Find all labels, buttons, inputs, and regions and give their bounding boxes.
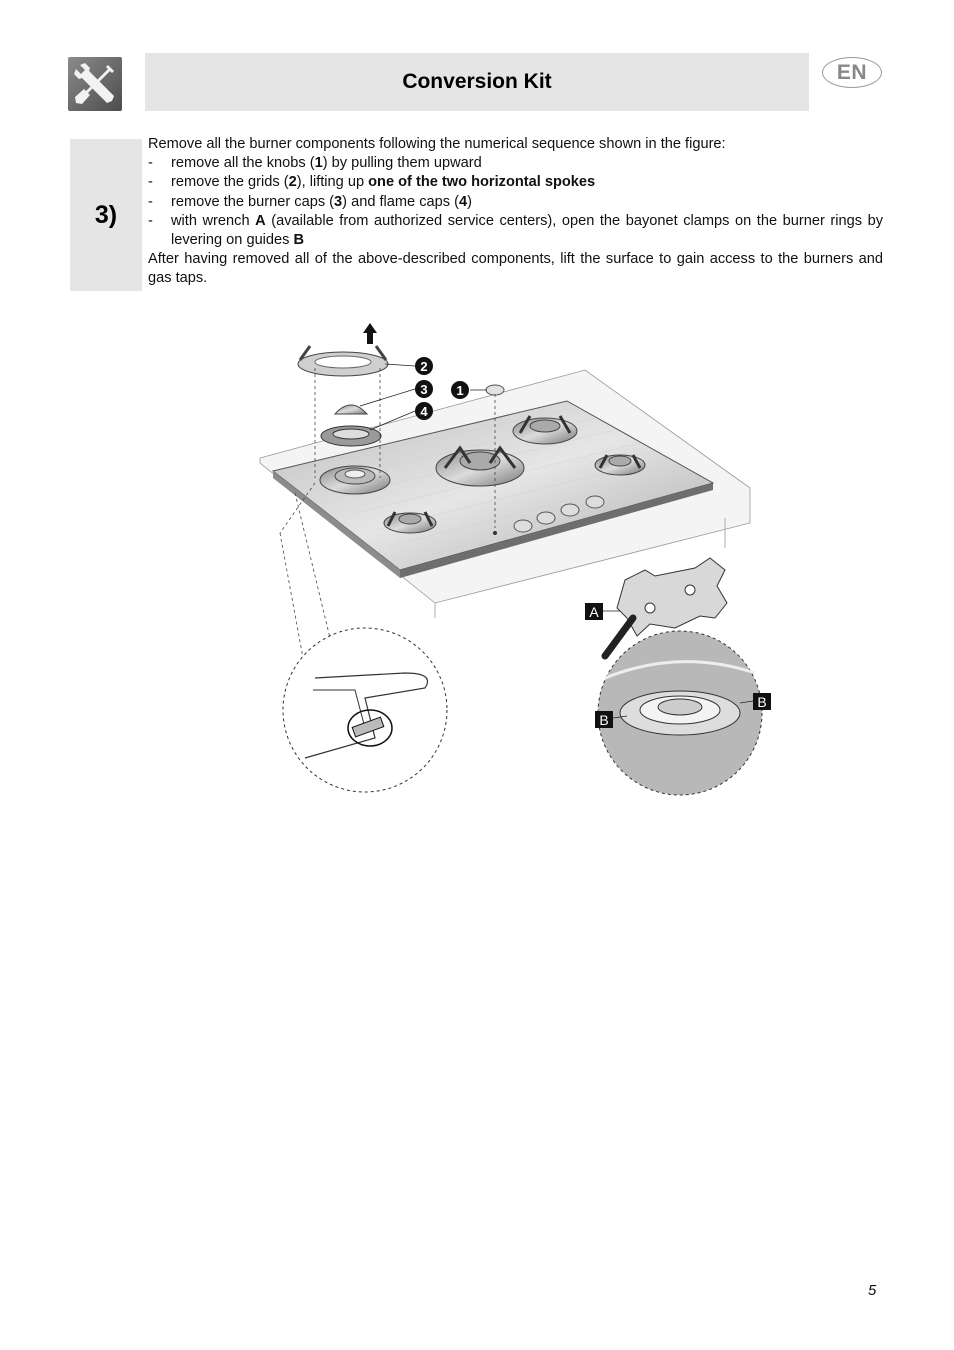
page-number: 5 bbox=[868, 1282, 877, 1299]
knob-part bbox=[486, 385, 504, 395]
bold-run: 3 bbox=[334, 193, 343, 210]
callout-4 bbox=[415, 402, 433, 420]
bullet-text bbox=[171, 154, 883, 173]
wrench-screwdriver-icon bbox=[68, 57, 122, 111]
callout-text: 4 bbox=[420, 404, 428, 419]
bullet-text bbox=[171, 212, 883, 250]
bullet-item bbox=[148, 193, 883, 212]
burner bbox=[384, 512, 436, 533]
burner bbox=[595, 455, 645, 475]
bullet-dash: - bbox=[148, 212, 153, 229]
burner bbox=[320, 466, 390, 494]
detail-circle-clamp bbox=[283, 628, 447, 792]
callout-3 bbox=[415, 380, 433, 398]
label-a bbox=[585, 603, 620, 620]
text-run: remove the burner caps ( bbox=[171, 193, 335, 210]
bullet-item bbox=[148, 173, 883, 192]
hob-disassembly-figure bbox=[255, 318, 775, 803]
label-text: A bbox=[589, 604, 599, 620]
bold-run: A bbox=[255, 212, 266, 229]
instructions bbox=[148, 135, 883, 289]
detail-circle-burner-ring bbox=[598, 631, 762, 795]
text-run: ), lifting up bbox=[296, 174, 369, 191]
text-run: (available from authorized service centers), open the bayonet clamps on the burner rings by levering on guides bbox=[171, 212, 883, 249]
callout-1 bbox=[451, 381, 469, 399]
step-box bbox=[70, 139, 142, 291]
page-title: Conversion Kit bbox=[402, 70, 552, 93]
callout-text: 3 bbox=[420, 382, 428, 397]
bold-run: B bbox=[293, 232, 305, 249]
grid-part bbox=[298, 346, 388, 376]
up-arrow-icon bbox=[363, 323, 377, 344]
instructions-outro: After having removed all of the above-described components, lift the surface to gain access to the burners and gas taps. bbox=[148, 251, 883, 287]
text-run: with wrench bbox=[171, 212, 256, 229]
bold-run: 2 bbox=[288, 174, 297, 191]
bullet-item bbox=[148, 154, 883, 173]
burner-cap-part bbox=[335, 405, 367, 414]
bullet-text bbox=[171, 173, 883, 192]
text-run: remove all the knobs ( bbox=[171, 155, 315, 172]
header-bar bbox=[145, 53, 809, 111]
label-text: B bbox=[599, 712, 609, 728]
bold-run: 1 bbox=[314, 155, 323, 172]
bullet-item bbox=[148, 212, 883, 250]
bullet-text bbox=[171, 193, 883, 212]
instructions-intro: Remove all the burner components following the numerical sequence shown in the figure: bbox=[148, 136, 726, 152]
text-run: remove the grids ( bbox=[171, 174, 289, 191]
text-run: ) and flame caps ( bbox=[342, 193, 459, 210]
bold-run: 4 bbox=[458, 193, 468, 210]
bold-run: one of the two horizontal spokes bbox=[368, 174, 596, 191]
language-badge: EN bbox=[822, 57, 882, 88]
bullet-dash: - bbox=[148, 193, 153, 210]
callout-2 bbox=[415, 357, 433, 375]
label-text: B bbox=[757, 694, 767, 710]
bullet-dash: - bbox=[148, 155, 153, 172]
callout-text: 1 bbox=[456, 383, 464, 398]
text-run: ) bbox=[467, 193, 472, 210]
step-number: 3) bbox=[94, 200, 118, 229]
callout-text: 2 bbox=[420, 359, 428, 374]
text-run: ) by pulling them upward bbox=[322, 155, 482, 172]
bullet-dash: - bbox=[148, 174, 153, 191]
